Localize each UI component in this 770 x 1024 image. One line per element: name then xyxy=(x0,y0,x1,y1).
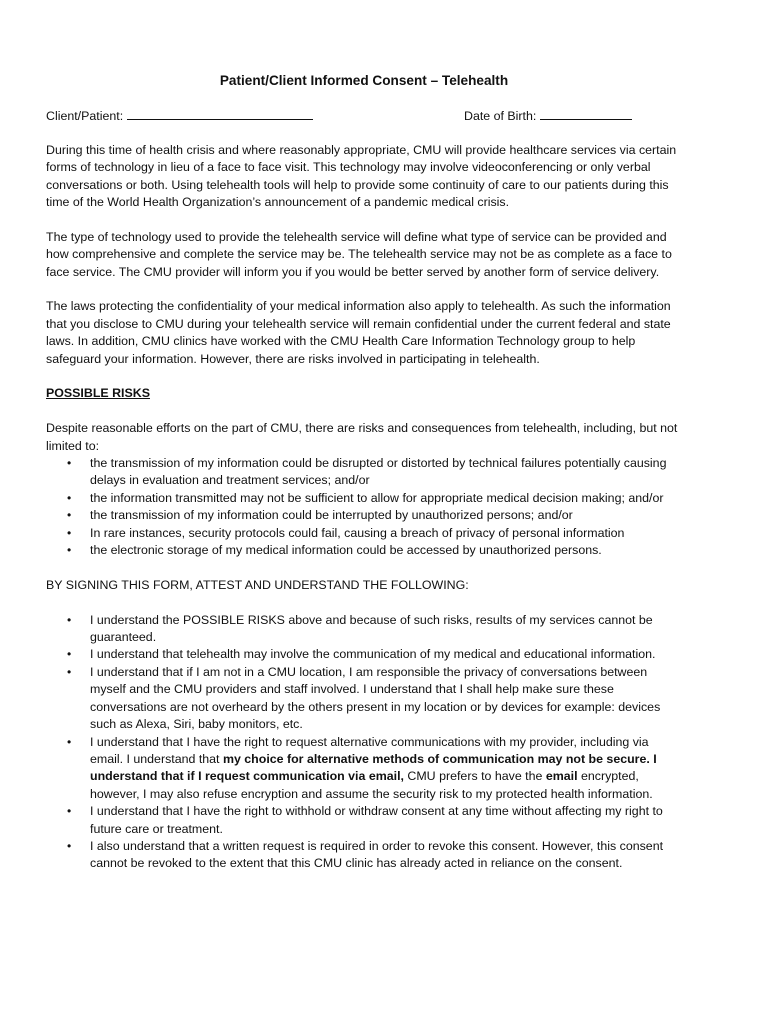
bullet-icon: • xyxy=(67,612,72,627)
bullet-icon: • xyxy=(67,647,72,662)
risk-item-text: the transmission of my information could be interrupted by unauthorized persons; and/or xyxy=(90,508,573,523)
risks-list xyxy=(46,455,682,559)
risk-item xyxy=(46,507,682,524)
intro-paragraph-2: The type of technology used to provide the telehealth service will define what type of service can be provided and how comprehensive and complete the service may be. The telehealth service may not be as complete as a face to face service. The CMU provider will inform you if you would be better served by another form of service delivery. xyxy=(46,229,672,279)
client-patient-field xyxy=(46,107,313,125)
date-of-birth-label: Date of Birth: xyxy=(464,109,537,123)
bullet-icon: • xyxy=(67,490,72,505)
risk-item xyxy=(46,542,682,559)
risk-item xyxy=(46,455,682,490)
bullet-icon: • xyxy=(67,543,72,558)
intro-paragraph-1: During this time of health crisis and where reasonably appropriate, CMU will provide healthcare services via certain forms of technology in lieu of a face to face visit. This technology may involve videoconferencing or only verbal conversations or both. Using telehealth tools will help to provide some continuity of care to our patients during this time of the World Health Organization’s announcement of a pandemic medical crisis. xyxy=(46,142,677,209)
bullet-icon: • xyxy=(67,525,72,540)
risk-item xyxy=(46,525,682,542)
bullet-icon: • xyxy=(67,456,72,471)
attestation-bold-run: email xyxy=(545,769,578,784)
attestation-text-run: CMU prefers to have the xyxy=(403,769,546,784)
risk-item xyxy=(46,490,682,507)
bullet-icon: • xyxy=(67,734,72,749)
risk-item-text: In rare instances, security protocols could fail, causing a breach of privacy of personal information xyxy=(90,525,625,540)
attestation-bold-run: my choice for alternative methods of communication may not be secure. I understand that if I request communication via email, xyxy=(90,751,657,784)
possible-risks-heading: POSSIBLE RISKS xyxy=(46,386,150,401)
date-of-birth-field xyxy=(464,107,632,125)
attestation-item xyxy=(46,646,682,663)
risk-item-text: the electronic storage of my medical information could be accessed by unauthorized persons. xyxy=(90,543,602,558)
client-patient-blank-line[interactable] xyxy=(127,107,313,120)
attestation-text-run: I understand that I have the right to request alternative communications with my provider, including via email. I understand that xyxy=(90,734,649,766)
intro-paragraph-3: The laws protecting the confidentiality of your medical information also apply to telehealth. As such the information that you disclose to CMU during your telehealth service will remain confidential under the current federal and state laws. In addition, CMU clinics have worked with the CMU Health Care Information Technology group to help safeguard your information. However, there are risks involved in participating in telehealth. xyxy=(46,299,671,366)
attestation-item-text: I understand the POSSIBLE RISKS above and because of such risks, results of my services cannot be guaranteed. xyxy=(90,612,653,645)
attestation-item-text: I understand that I have the right to withhold or withdraw consent at any time without affecting my right to future care or treatment. xyxy=(90,804,663,836)
risk-item-text: the transmission of my information could be disrupted or distorted by technical failures potentially causing delays in evaluation and treatment services; and/or xyxy=(90,456,667,488)
attestation-item-text xyxy=(90,735,657,801)
bullet-icon: • xyxy=(67,508,72,523)
bullet-icon: • xyxy=(67,664,72,679)
bullet-icon: • xyxy=(67,838,72,853)
client-patient-label: Client/Patient: xyxy=(46,109,124,123)
attestation-item xyxy=(46,612,682,647)
attestation-item xyxy=(46,734,682,804)
bullet-icon: • xyxy=(67,804,72,819)
attestation-item xyxy=(46,664,682,734)
patient-fields-row xyxy=(46,107,682,124)
attestation-heading: BY SIGNING THIS FORM, ATTEST AND UNDERSTAND THE FOLLOWING: xyxy=(46,577,469,592)
attestation-item-text: I also understand that a written request is required in order to revoke this consent. However, this consent cannot be revoked to the extent that this CMU clinic has already acted in reliance on the consent. xyxy=(90,838,664,871)
document-title: Patient/Client Informed Consent – Telehealth xyxy=(219,73,509,88)
date-of-birth-blank-line[interactable] xyxy=(540,107,632,120)
risk-item-text: the information transmitted may not be sufficient to allow for appropriate medical decision making; and/or xyxy=(90,490,664,505)
attestation-item-text: I understand that if I am not in a CMU location, I am responsible the privacy of conversations between myself and the CMU providers and staff involved. I understand that I shall help make sure these conversations are not overheard by the others present in my location or by devices for example: devices such as Alexa, Siri, baby monitors, etc. xyxy=(90,664,661,732)
attestation-text-run: encrypted, however, I may also refuse encryption and assume the security risk to my protected health information. xyxy=(90,769,653,801)
attestation-list xyxy=(46,612,682,873)
attestation-item-text: I understand that telehealth may involve the communication of my medical and educational information. xyxy=(90,647,656,662)
attestation-item xyxy=(46,803,682,838)
attestation-item xyxy=(46,838,682,873)
consent-document xyxy=(46,72,682,873)
risks-intro: Despite reasonable efforts on the part of CMU, there are risks and consequences from telehealth, including, but not limited to: xyxy=(46,421,678,453)
